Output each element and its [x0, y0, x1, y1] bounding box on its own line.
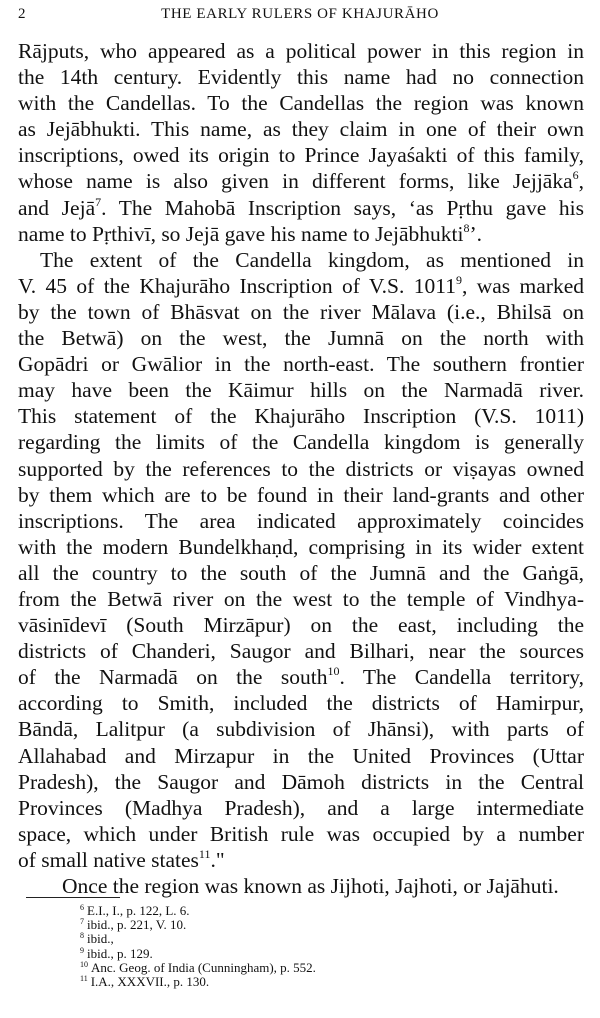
text-line: the 14th century. Evidently this name had no connection — [18, 65, 584, 90]
text-line: the Betwā) on the west, the Jumnā on the north with — [18, 326, 584, 351]
text-line: This statement of the Khajurāho Inscription (V.S. 1011) — [18, 404, 584, 429]
footnotes — [80, 904, 580, 989]
text-line: Pradesh), the Saugor and Dāmoh districts in the Central — [18, 769, 584, 794]
footnote-ref: 11 — [198, 846, 211, 861]
text-line: may have been the Kāimur hills on the Narmadā river. — [18, 378, 584, 403]
text-line: of the Narmadā on the south$^{10}$. The Candella territory, — [18, 664, 585, 690]
text-line: inscriptions. The area indicated approximately coincides — [18, 508, 584, 533]
footnote: $^{11}$ I.A., XXXVII., p. 130. — [80, 974, 210, 990]
text-line: Rājputs, who appeared as a political power in this region in — [18, 39, 584, 63]
text-line: Gopādri or Gwālior in the north-east. The southern frontier — [18, 352, 584, 377]
text-line: districts of Chanderi, Saugor and Bilhari, near the sources — [18, 639, 584, 664]
text-line: vāsinīdevī (South Mirzāpur) on the east, including the — [18, 613, 584, 638]
footnote-ref: 9 — [455, 272, 462, 287]
page-number: 2 — [18, 6, 27, 22]
text-line: of small native states$^{11}$." — [18, 846, 225, 872]
text-line: V. 45 of the Khajurāho Inscription of V.S. 1011$^9$, was marked — [18, 272, 584, 298]
text-line: Bāndā, Lalitpur (a subdivision of Jhānsi), with parts of — [18, 717, 584, 742]
footnote: $^6$ E.I., I., p. 122, L. 6. — [80, 903, 190, 918]
text-line: Once the region was known as Jijhoti, Jajhoti, or Jajāhuti. — [62, 874, 559, 898]
running-title: THE EARLY RULERS OF KHAJURĀHO — [161, 6, 439, 22]
footnote-ref: 8 — [463, 220, 470, 235]
footnote-ref: 6 — [572, 168, 579, 183]
text-line: all the country to the south of the Jumnā and the Gaṅgā, — [18, 560, 584, 585]
footnote-rule — [26, 897, 120, 898]
text-line: according to Smith, included the districts of Hamirpur, — [18, 691, 584, 716]
text-line: regarding the limits of the Candella kingdom is generally — [18, 430, 584, 455]
footnote: $^{10}$ Anc. Geog. of India (Cunningham), p. 552. — [80, 959, 316, 975]
text-line: Provinces (Madhya Pradesh), and a large intermediate — [18, 795, 584, 820]
footnote-ref: 10 — [327, 664, 340, 679]
text-line: space, which under British rule was occupied by a number — [18, 821, 584, 846]
text-line: The extent of the Candella kingdom, as mentioned in — [40, 247, 584, 272]
text-line: and Jejā$^7$. The Mahobā Inscription says, ‘as Pṛthu gave his — [18, 194, 584, 220]
running-head — [18, 6, 582, 28]
text-line: inscriptions, owed its origin to Prince Jayaśakti of this family, — [18, 143, 584, 168]
text-line: with the modern Bundelkhaṇd, comprising in its wider extent — [18, 534, 584, 559]
text-line: Allahabad and Mirzapur in the United Provinces (Uttar — [18, 743, 584, 768]
text-line: name to Pṛthivī, so Jejā gave his name to Jejābhukti$^8$’. — [18, 220, 482, 246]
text-line: whose name is also given in different forms, like Jejjāka$^6$, — [18, 168, 584, 194]
body-text — [18, 38, 584, 899]
text-line: with the Candellas. To the Candellas the region was known — [18, 91, 584, 116]
text-line: supported by the references to the districts or viṣayas owned — [18, 456, 584, 481]
footnote-ref: 7 — [95, 194, 102, 209]
footnote: $^8$ ibid., — [80, 931, 114, 947]
text-line: as Jejābhukti. This name, as they claim in one of their own — [18, 117, 584, 142]
text-line: by the town of Bhāsvat on the river Mālava (i.e., Bhilsā on — [18, 299, 584, 324]
footnote: $^9$ ibid., p. 129. — [80, 945, 153, 961]
footnote: $^7$ ibid., p. 221, V. 10. — [80, 917, 187, 933]
text-line: from the Betwā river on the west to the temple of Vindhya- — [18, 586, 584, 611]
text-line: by them which are to be found in their land-grants and other — [18, 482, 584, 507]
